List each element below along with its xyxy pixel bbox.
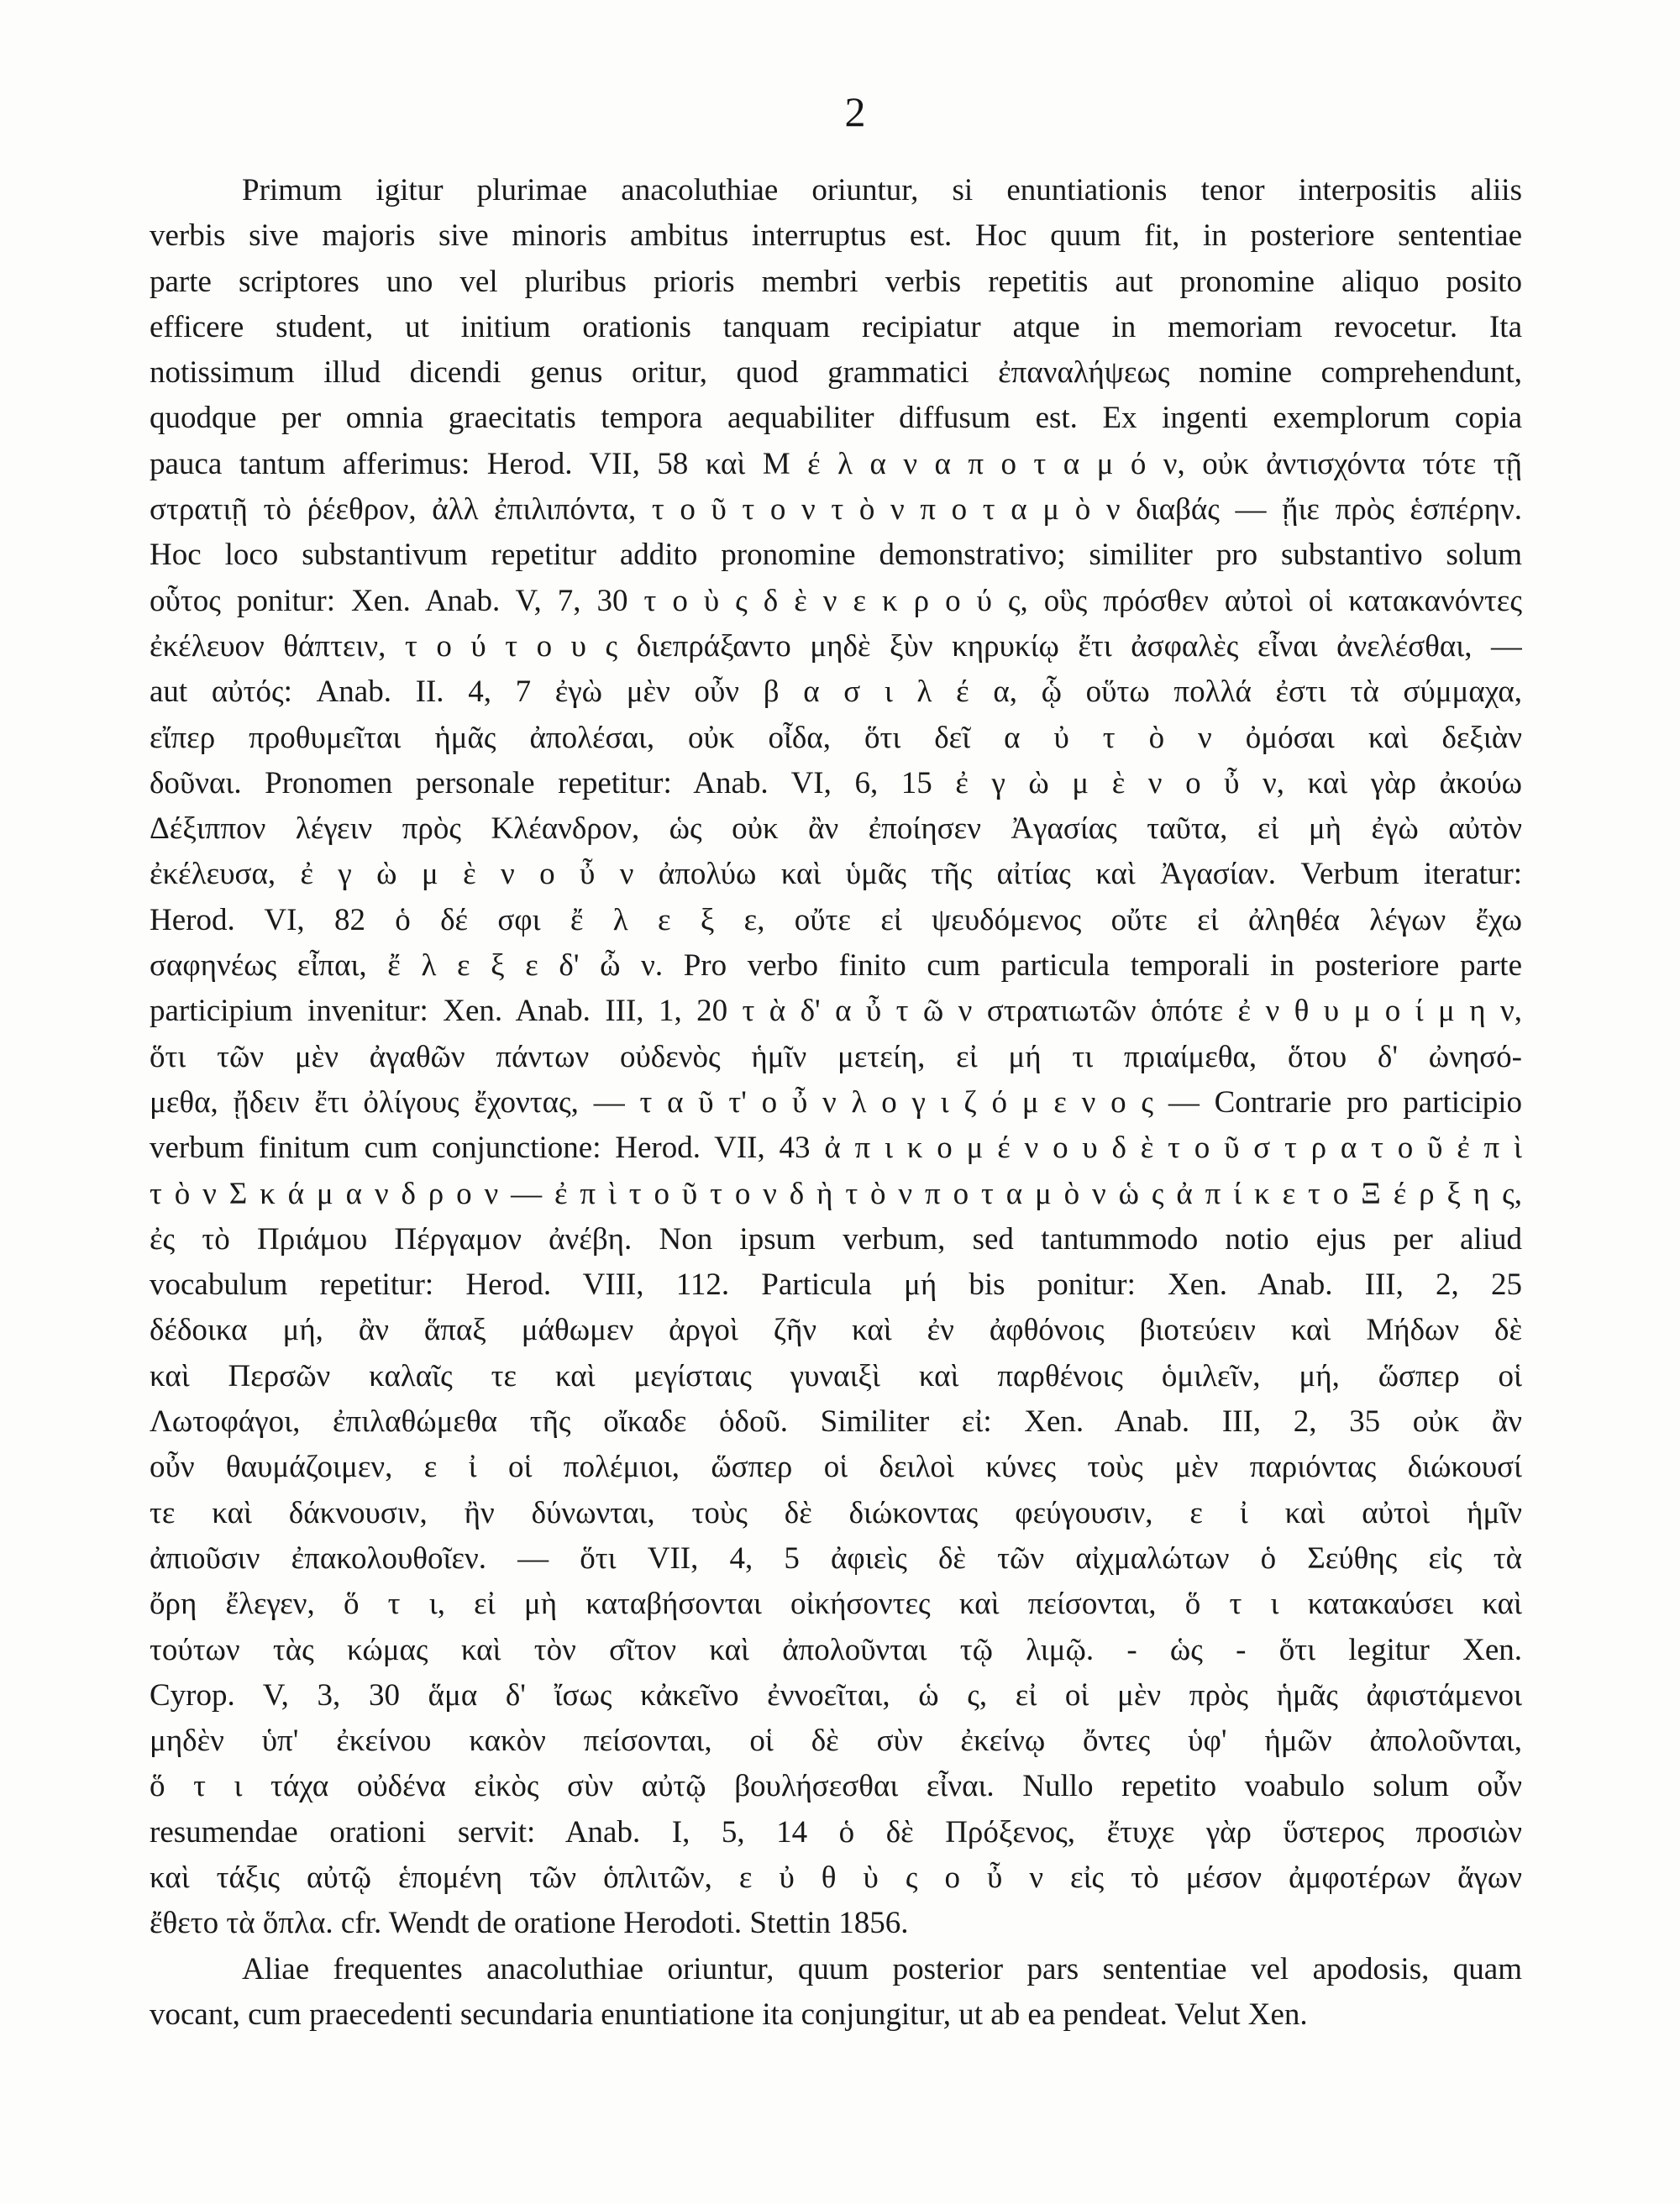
text-line: σαφηνέως εἶπαι, ἔ λ ε ξ ε δ' ὦ ν. Pro verbo finito cum particula temporali in posteriore parte: [150, 948, 1522, 984]
text-line: ἐκέλευον θάπτειν, τ ο ύ τ ο υ ς διεπράξαντο μηδὲ ξὺν κηρυκίῳ ἔτι ἀσφαλὲς εἶναι ἀνελέσθαι, —: [150, 628, 1522, 664]
text-line: στρατιῇ τὸ ῥέεθρον, ἀλλ ἐπιλιπόντα, τ ο ῦ τ ο ν τ ὸ ν π ο τ α μ ὸ ν διαβάς — ᾔιε πρὸς ἑσπέρην.: [150, 492, 1522, 527]
text-line: parte scriptores uno vel pluribus prioris membri verbis repetitis aut pronomine aliquo posito: [150, 264, 1522, 299]
text-line: resumendae orationi servit: Anab. I, 5, 14 ὁ δὲ Πρόξενος, ἔτυχε γὰρ ὕστερος προσιὼν: [150, 1814, 1522, 1850]
text-line: Herod. VI, 82 ὁ δέ σφι ἔ λ ε ξ ε, οὔτε εἰ ψευδόμενος οὔτε εἰ ἀληθέα λέγων ἔχω: [150, 902, 1522, 937]
text-line: Hoc loco substantivum repetitur addito pronomine demonstrativo; similiter pro substantivo solum: [150, 538, 1522, 573]
text-line: aut αὐτός: Anab. II. 4, 7 ἐγὼ μὲν οὖν β α σ ι λ έ α, ᾧ οὕτω πολλά ἐστι τὰ σύμμαχα,: [150, 674, 1522, 710]
text-line: τούτων τὰς κώμας καὶ τὸν σῖτον καὶ ἀπολοῦνται τῷ λιμῷ. - ὡς - ὅτι legitur Xen.: [150, 1632, 1522, 1667]
text-line: Δέξιππον λέγειν πρὸς Κλέανδρον, ὡς οὐκ ἂν ἐποίησεν Ἀγασίας ταῦτα, εἰ μὴ ἐγὼ αὐτὸν: [150, 811, 1522, 847]
text-line: τ ὸ ν Σ κ ά μ α ν δ ρ ο ν — ἐ π ὶ τ ο ῦ τ ο ν δ ὴ τ ὸ ν π ο τ α μ ὸ ν ὡ ς ἀ π ί κ ε τ ο Ξ έ ρ ξ η ς,: [150, 1176, 1522, 1211]
text-line: ἐς τὸ Πριάμου Πέργαμον ἀνέβη. Non ipsum verbum, sed tantummodo notio ejus per aliud: [150, 1221, 1522, 1257]
text-line: ἀπιοῦσιν ἐπακολουθοῖεν. — ὅτι VII, 4, 5 ἀφιεὶς δὲ τῶν αἰχμαλώτων ὁ Σεύθης εἰς τὰ: [150, 1540, 1522, 1576]
text-line: vocabulum repetitur: Herod. VIII, 112. Particula μή bis ponitur: Xen. Anab. III, 2, 25: [150, 1267, 1522, 1303]
text-line: ὄρη ἔλεγεν, ὅ τ ι, εἰ μὴ καταβήσονται οἰκήσοντες καὶ πείσονται, ὅ τ ι κατακαύσει καὶ: [150, 1587, 1522, 1622]
page-number: 2: [844, 88, 866, 135]
text-line: efficere student, ut initium orationis tanquam recipiatur atque in memoriam revocetur. Ita: [150, 309, 1522, 344]
body-text: [150, 168, 1522, 2038]
text-line: verbis sive majoris sive minoris ambitus interruptus est. Hoc quum fit, in posteriore sententiae: [150, 218, 1522, 254]
text-line: participium invenitur: Xen. Anab. III, 1, 20 τ ὰ δ' α ὖ τ ῶ ν στρατιωτῶν ὁπότε ἐ ν θ υ μ ο ί μ η ν,: [150, 994, 1522, 1029]
text-line: Aliae frequentes anacoluthiae oriuntur, quum posterior pars sententiae vel apodosis, quam: [242, 1951, 1522, 1986]
text-line: τε καὶ δάκνουσιν, ἢν δύνωνται, τοὺς δὲ διώκοντας φεύγουσιν, ε ἰ καὶ αὐτοὶ ἡμῖν: [150, 1495, 1522, 1530]
text-line: ὅτι τῶν μὲν ἀγαθῶν πάντων οὐδενὸς ἡμῖν μετείη, εἰ μή τι πριαίμεθα, ὅτου δ' ὠνησό-: [150, 1039, 1522, 1074]
text-line: ὅ τ ι τάχα οὐδένα εἰκὸς σὺν αὐτῷ βουλήσεσθαι εἶναι. Nullo repetito voabulo solum οὖν: [150, 1769, 1522, 1804]
text-line: καὶ Περσῶν καλαῖς τε καὶ μεγίσταις γυναιξὶ καὶ παρθένοις ὁμιλεῖν, μή, ὥσπερ οἱ: [150, 1358, 1522, 1393]
text-line: Primum igitur plurimae anacoluthiae oriuntur, si enuntiationis tenor interpositis aliis: [242, 173, 1522, 207]
text-line: μεθα, ᾔδειν ἔτι ὀλίγους ἔχοντας, — τ α ῦ τ' ο ὖ ν λ ο γ ι ζ ό μ ε ν ο ς — Contrarie pro participio: [150, 1084, 1522, 1120]
text-line: εἴπερ προθυμεῖται ἡμᾶς ἀπολέσαι, οὐκ οἶδα, ὅτι δεῖ α ὐ τ ὸ ν ὀμόσαι καὶ δεξιὰν: [150, 720, 1522, 755]
text-line: καὶ τάξις αὐτῷ ἑπομένη τῶν ὁπλιτῶν, ε ὐ θ ὺ ς ο ὖ ν εἰς τὸ μέσον ἀμφοτέρων ἄγων: [150, 1860, 1522, 1895]
paragraph: [150, 168, 1522, 1947]
text-line: οὖν θαυμάζοιμεν, ε ἰ οἱ πολέμιοι, ὥσπερ οἱ δειλοὶ κύνες τοὺς μὲν παριόντας διώκουσί: [150, 1450, 1522, 1485]
text-line: quodque per omnia graecitatis tempora aequabiliter diffusum est. Ex ingenti exemplorum copia: [150, 401, 1522, 436]
text-line: Cyrop. V, 3, 30 ἅμα δ' ἴσως κἀκεῖνο ἐννοεῖται, ὡ ς, εἰ οἱ μὲν πρὸς ἡμᾶς ἀφιστάμενοι: [150, 1677, 1522, 1713]
text-line: μηδὲν ὑπ' ἐκείνου κακὸν πείσονται, οἱ δὲ σὺν ἐκείνῳ ὄντες ὑφ' ἡμῶν ἀπολοῦνται,: [150, 1724, 1522, 1759]
text-line: δοῦναι. Pronomen personale repetitur: Anab. VI, 6, 15 ἐ γ ὼ μ ὲ ν ο ὖ ν, καὶ γὰρ ἀκούω: [150, 765, 1522, 800]
text-line: ἐκέλευσα, ἐ γ ὼ μ ὲ ν ο ὖ ν ἀπολύω καὶ ὑμᾶς τῆς αἰτίας καὶ Ἀγασίαν. Verbum iteratur:: [150, 857, 1522, 892]
paragraph: [150, 1947, 1522, 2039]
text-line: vocant, cum praecedenti secundaria enuntiatione ita conjungitur, ut ab ea pendeat. Velut Xen.: [150, 1997, 1308, 2032]
text-line: Λωτοφάγοι, ἐπιλαθώμεθα τῆς οἴκαδε ὁδοῦ. Similiter εἰ: Xen. Anab. III, 2, 35 οὐκ ἂν: [150, 1404, 1522, 1440]
text-line: notissimum illud dicendi genus oritur, quod grammatici ἐπαναλήψεως nomine comprehendunt,: [150, 355, 1522, 391]
text-line: pauca tantum afferimus: Herod. VII, 58 καὶ Μ έ λ α ν α π ο τ α μ ό ν, οὐκ ἀντισχόντα τότε τῇ: [150, 446, 1522, 481]
text-line: οὗτος ponitur: Xen. Anab. V, 7, 30 τ ο ὺ ς δ ὲ ν ε κ ρ ο ύ ς, οὓς πρόσθεν αὐτοὶ οἱ κατακανόντες: [150, 583, 1522, 618]
text-line: ἔθετο τὰ ὅπλα. cfr. Wendt de oratione Herodoti. Stettin 1856.: [150, 1906, 909, 1941]
text-line: verbum finitum cum conjunctione: Herod. VII, 43 ἀ π ι κ ο μ έ ν ο υ δ ὲ τ ο ῦ σ τ ρ α τ ο ῦ ἐ π ὶ: [150, 1131, 1522, 1166]
text-line: δέδοικα μή, ἂν ἅπαξ μάθωμεν ἀργοὶ ζῆν καὶ ἐν ἀφθόνοις βιοτεύειν καὶ Μήδων δὲ: [150, 1313, 1522, 1348]
